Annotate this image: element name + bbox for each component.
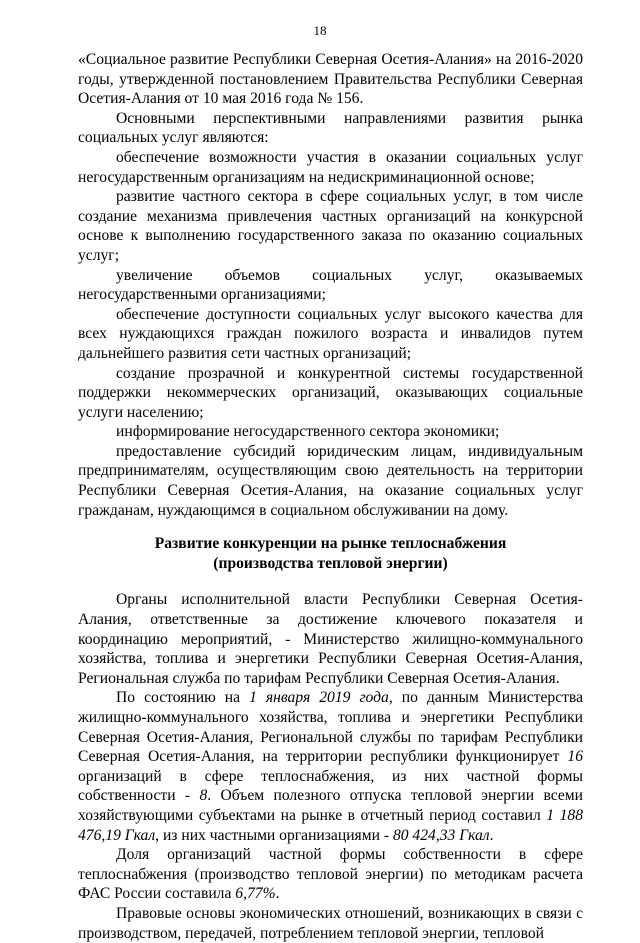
document-body: [78, 50, 583, 943]
private-organization-count: 8: [199, 787, 208, 805]
text-span: , из них частными организациями -: [155, 826, 393, 844]
page-number: 18: [313, 23, 327, 38]
section-heading-line-2: (производства тепловой энергии): [213, 554, 448, 572]
text-span: . Объем полезного отпуска тепловой энергии всеми хозяйствующими субъектами на рынке в отчетный период составил: [78, 787, 583, 824]
list-item-direction: предоставление субсидий юридическим лицам, индивидуальным предпринимателям, осуществляющим свою деятельность на территории Республики Северная Осетия-Алания, на оказание социальных услуг гражданам, нуждающимся в социальном обслуживании на дому.: [78, 442, 583, 519]
private-share-value: 6,77%: [235, 885, 276, 903]
private-heat-volume: 80 424,33 Гкал: [392, 826, 490, 844]
total-heat-volume: 1 188 476,19 Гкал: [78, 806, 583, 844]
text-span: Доля организаций частной формы собственности в сфере теплоснабжения (производство тепловой энергии) по методикам расчета ФАС России составила: [78, 846, 583, 903]
section-heading-line-1: Развитие конкуренции на рынке теплоснабжения: [154, 535, 507, 553]
text-span: , по данным Министерства жилищно-коммунального хозяйства, топлива и энергетики Республики Северная Осетия-Алания, Региональной службы по тарифам Республики Северная Осетия-Алания, на территории республики функционирует: [78, 689, 584, 766]
list-item-direction: создание прозрачной и конкурентной системы государственной поддержки некоммерческих организаций, оказывающих социальные услуги населению;: [78, 364, 583, 421]
paragraph-directions-intro: Основными перспективными направлениями развития рынка социальных услуг являются:: [78, 109, 583, 147]
date-value: 1 января 2019 года: [249, 689, 389, 707]
paragraph-private-share: [78, 845, 583, 904]
paragraph-program-reference: «Социальное развитие Республики Северная Осетия-Алания» на 2016-2020 годы, утвержденной постановлением Правительства Республики Северная Осетия-Алания от 10 мая 2016 года № 156.: [78, 51, 583, 108]
list-item-direction: развитие частного сектора в сфере социальных услуг, в том числе создание механизма привлечения частных организаций на конкурсной основе к выполнению государственного заказа по оказанию социальных услуг;: [78, 188, 583, 264]
text-span: По состоянию на: [116, 689, 250, 707]
paragraph-legal-basis: Правовые основы экономических отношений, возникающих в связи с производством, передачей, потреблением тепловой энергии, тепловой: [78, 904, 583, 942]
section-heading: [78, 534, 583, 573]
list-item-direction: информирование негосударственного сектора экономики;: [116, 423, 500, 441]
text-span: .: [489, 826, 494, 844]
text-span: .: [275, 885, 280, 903]
list-item-direction: обеспечение доступности социальных услуг высокого качества для всех нуждающихся граждан пожилого возраста и инвалидов путем дальнейшего развития сети частных организаций;: [78, 305, 583, 362]
list-item-direction: увеличение объемов социальных услуг, оказываемых негосударственными организациями;: [78, 266, 583, 304]
list-item-direction: обеспечение возможности участия в оказании социальных услуг негосударственным организациям на недискриминационной основе;: [78, 148, 583, 186]
organization-count: 16: [567, 748, 583, 766]
paragraph-market-state: [78, 688, 583, 845]
text-span: организаций в сфере теплоснабжения, из них частной формы собственности -: [78, 767, 583, 805]
paragraph-responsible-organs: Органы исполнительной власти Республики Северная Осетия-Алания, ответственные за достижение ключевого показателя и координацию мероприятий, - Министерство жилищно-коммунального хозяйства, топлива и энергетики Республики Северная Осетия-Алания, Региональная служба по тарифам Республики Северная Осетия-Алания.: [78, 591, 583, 687]
